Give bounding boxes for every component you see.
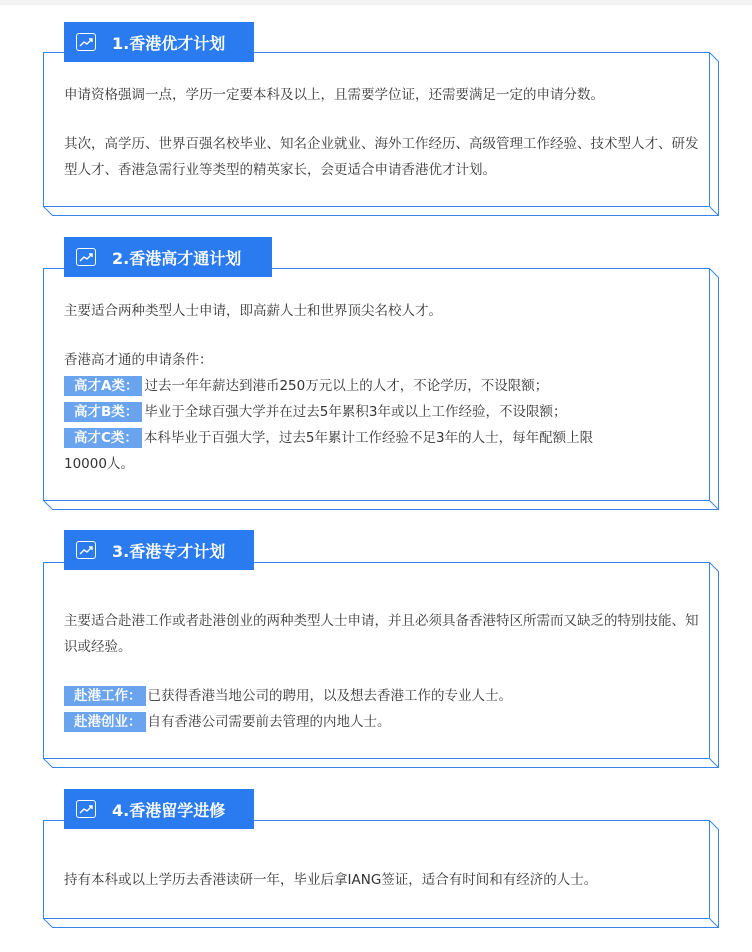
trend-chart-icon (76, 541, 96, 559)
category-tag: 高才A类： (64, 376, 142, 396)
paragraph: 主要适合赴港工作或者赴港创业的两种类型人士申请，并且必须具备香港特区所需而又缺乏的特别技能、知识或经验。 (64, 613, 699, 655)
trend-chart-icon (76, 33, 96, 51)
condition-item (64, 425, 704, 451)
section-body (64, 82, 704, 183)
section-header (64, 237, 272, 277)
condition-item (64, 399, 704, 425)
condition-text: 毕业于全球百强大学并在过去5年累积3年或以上工作经验，不设限额； (144, 404, 567, 420)
section-title: 2.香港高才通计划 (112, 248, 242, 268)
condition-text: 本科毕业于百强大学，过去5年累计工作经验不足3年的人士，每年配额上限 (143, 430, 594, 446)
trend-chart-icon (76, 800, 96, 818)
paragraph: 申请资格强调一点，学历一定要本科及以上，且需要学位证，还需要满足一定的申请分数。 (64, 87, 604, 103)
condition-item (64, 373, 704, 399)
section-body (64, 867, 704, 893)
category-tag: 赴港工作： (64, 686, 146, 706)
type-text: 自有香港公司需要前去管理的内地人士。 (147, 714, 391, 730)
type-text: 已获得香港当地公司的聘用，以及想去香港工作的专业人士。 (147, 688, 512, 704)
trend-chart-icon (76, 248, 96, 266)
intro-text: 主要适合两种类型人士申请，即高薪人士和世界顶尖名校人才。 (64, 303, 442, 319)
paragraph: 持有本科或以上学历去香港读研一年，毕业后拿IANG签证，适合有时间和有经济的人士。 (64, 872, 598, 888)
condition-text: 过去一年年薪达到港币250万元以上的人才，不论学历，不设限额； (144, 378, 549, 394)
section-header (64, 22, 254, 62)
section-title: 1.香港优才计划 (112, 33, 226, 53)
category-tag: 高才B类： (64, 402, 142, 422)
category-tag: 赴港创业： (64, 712, 146, 732)
top-bar (0, 0, 752, 5)
section-header (64, 530, 254, 570)
section-title: 4.香港留学进修 (112, 800, 226, 820)
category-tag: 高才C类： (64, 428, 142, 448)
section-title: 3.香港专才计划 (112, 541, 226, 561)
type-item (64, 683, 704, 709)
conditions-title: 香港高才通的申请条件： (64, 352, 213, 368)
condition-tail: 10000人。 (64, 456, 134, 472)
type-item (64, 709, 704, 735)
section-body (64, 298, 704, 477)
section-header (64, 789, 254, 829)
paragraph: 其次，高学历、世界百强名校毕业、知名企业就业、海外工作经历、高级管理工作经验、技术型人才、研发型人才、香港急需行业等类型的精英家长，会更适合申请香港优才计划。 (64, 136, 699, 178)
section-body (64, 608, 704, 735)
